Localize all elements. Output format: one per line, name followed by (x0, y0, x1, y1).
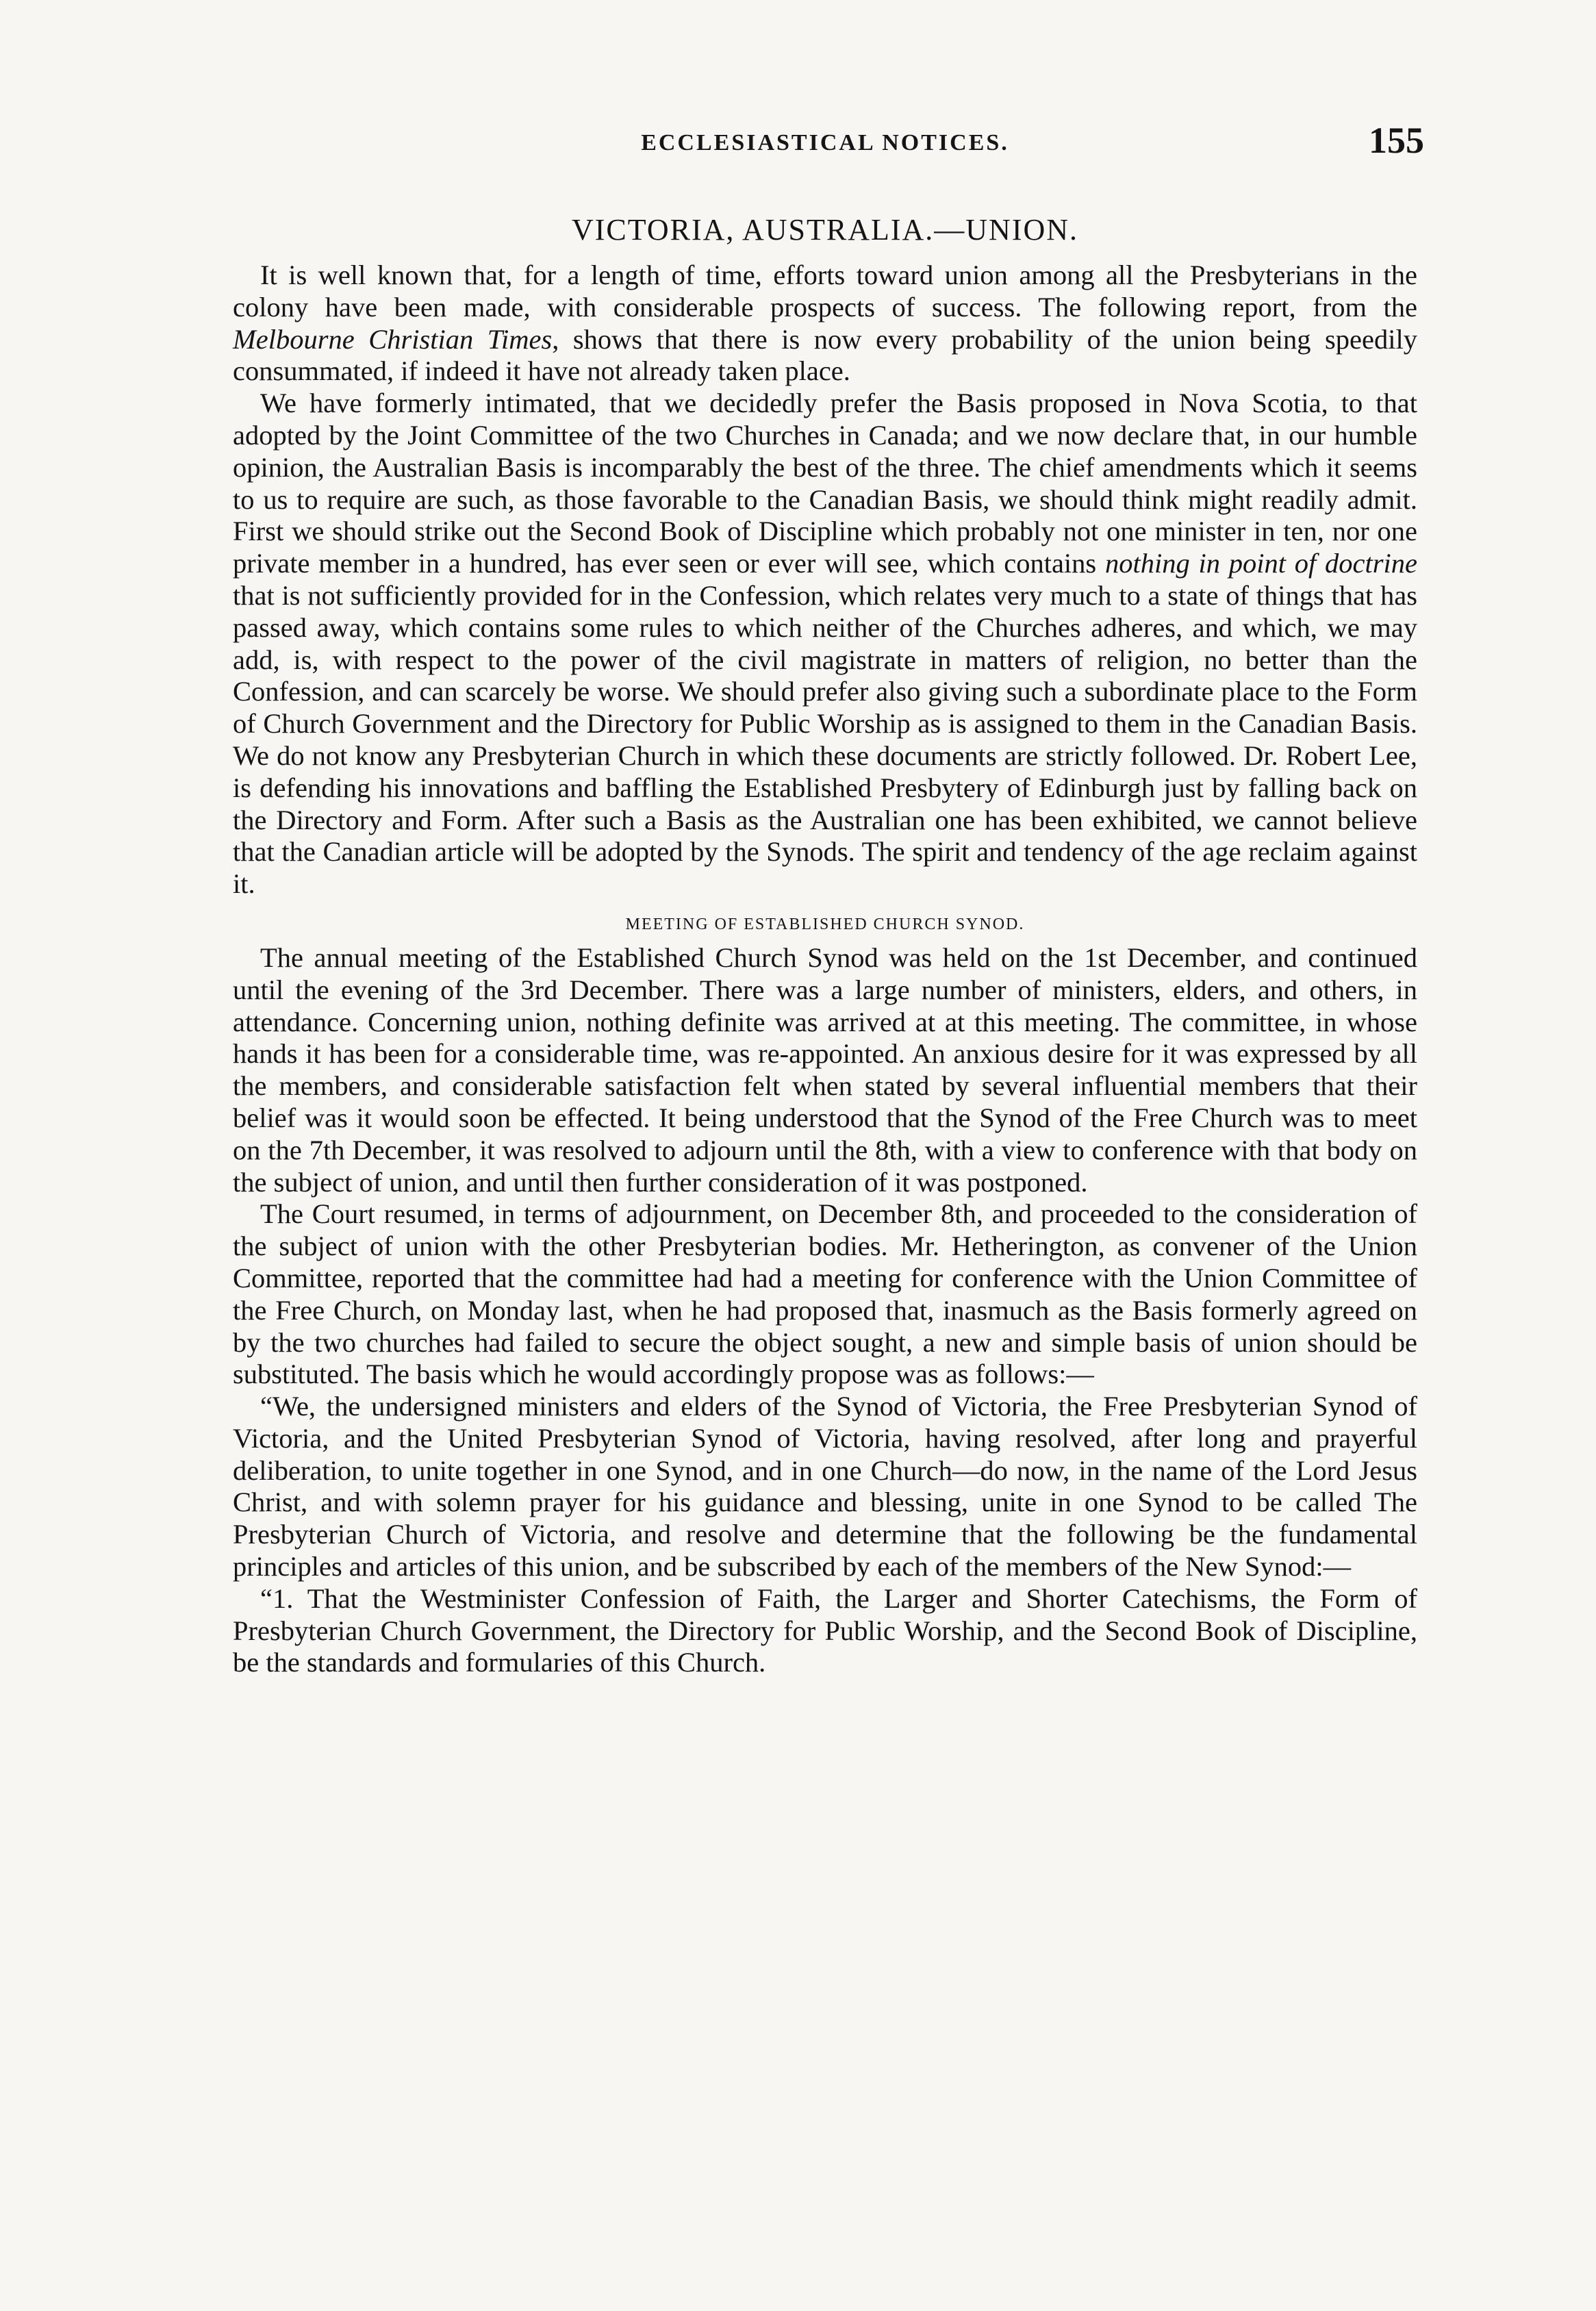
paragraph-text: that is not sufficiently provided for in the Confession, which relates very much to a state of things that has passed away, which contains some rules to which neither of the Churches adheres, and which, we may add, is, with respect to the power of the civil magistrate in matters of religion, no better than the Confession, and can scarcely be worse. We should prefer also giving such a subordinate place to the Form of Church Government and the Directory for Public Worship as is assigned to them in the Canadian Basis. We do not know any Presbyterian Church in which these documents are strictly followed. Dr. Robert Lee, is defending his innovations and baffling the Established Presbytery of Edinburgh just by falling back on the Directory and Form. After such a Basis as the Australian one has been exhibited, we cannot believe that the Canadian article will be adopted by the Synods. The spirit and tendency of the age reclaim against it. (233, 579, 1417, 900)
paragraph-text: It is well known that, for a length of time, efforts toward union among all the Presbyterians in the colony have been made, with considerable prospects of success. The following report, from the (233, 260, 1417, 323)
section-paragraph: The annual meeting of the Established Church Synod was held on the 1st December, and continued until the evening of the 3rd December. There was a large number of ministers, elders, and others, in attendance. Concerning union, nothing definite was arrived at at this meeting. The committee, in whose hands it has been for a considerable time, was re-appointed. An anxious desire for it was expressed by all the members, and considerable satisfaction felt when stated by several influential members that their belief was it would soon be effected. It being understood that the Synod of the Free Church was to meet on the 7th December, it was resolved to adjourn until the 8th, with a view to conference with that body on the subject of union, and until then further consideration of it was postponed. (233, 942, 1417, 1198)
paragraph-text: , shows that there is now every probability of the union being speedily consummated, if indeed it have not already taken place. (233, 323, 1417, 387)
quoted-basis-paragraph: “We, the undersigned ministers and elders of the Synod of Victoria, the Free Presbyterian Synod of Victoria, and the United Presbyterian Synod of Victoria, having resolved, after long and prayerful deliberation, to unite together in one Synod, and in one Church—do now, in the name of the Lord Jesus Christ, and with solemn prayer for his guidance and blessing, unite in one Synod to be called The Presbyterian Church of Victoria, and resolve and determine that the following be the fundamental principles and articles of this union, and be subscribed by each of the members of the New Synod:— (233, 1391, 1417, 1582)
article-title: VICTORIA, AUSTRALIA.—UNION. (571, 213, 1079, 247)
running-title: ECCLESIASTICAL NOTICES. (641, 130, 1009, 155)
section-title: MEETING OF ESTABLISHED CHURCH SYNOD. (625, 915, 1025, 933)
page (233, 116, 1424, 1679)
paragraph-text: We have formerly intimated, that we decidedly prefer the Basis proposed in Nova Scotia, to that adopted by the Joint Committee of the two Churches in Canada; and we now declare that, in our humble opinion, the Australian Basis is incomparably the best of the three. The chief amendments which it seems to us to require are such, as those favorable to the Canadian Basis, we should think might readily admit. First we should strike out the Second Book of Discipline which probably not one minister in ten, nor one private member in a hundred, has ever seen or ever will see, which contains (233, 388, 1417, 579)
article-paragraph (233, 260, 1417, 388)
running-header (233, 116, 1424, 171)
article-paragraph (233, 388, 1417, 900)
page-number: 155 (1369, 120, 1424, 161)
section-paragraph: The Court resumed, in terms of adjournment, on December 8th, and proceeded to the consideration of the subject of union with the other Presbyterian bodies. Mr. Hetherington, as convener of the Union Committee, reported that the committee had had a meeting for conference with the Union Committee of the Free Church, on Monday last, when he had proposed that, inasmuch as the Basis formerly agreed on by the two churches had failed to secure the object sought, a new and simple basis of union should be substituted. The basis which he would accordingly propose was as follows:— (233, 1198, 1417, 1390)
paragraph-italic-text: Melbourne Christian Times (233, 323, 553, 355)
paragraph-italic-text: nothing in point of doctrine (1104, 548, 1417, 579)
basis-article-paragraph: “1. That the Westminister Confession of Faith, the Larger and Shorter Catechisms, the Form of Presbyterian Church Government, the Directory for Public Worship, and the Second Book of Discipline, be the standards and formularies of this Church. (233, 1582, 1417, 1678)
